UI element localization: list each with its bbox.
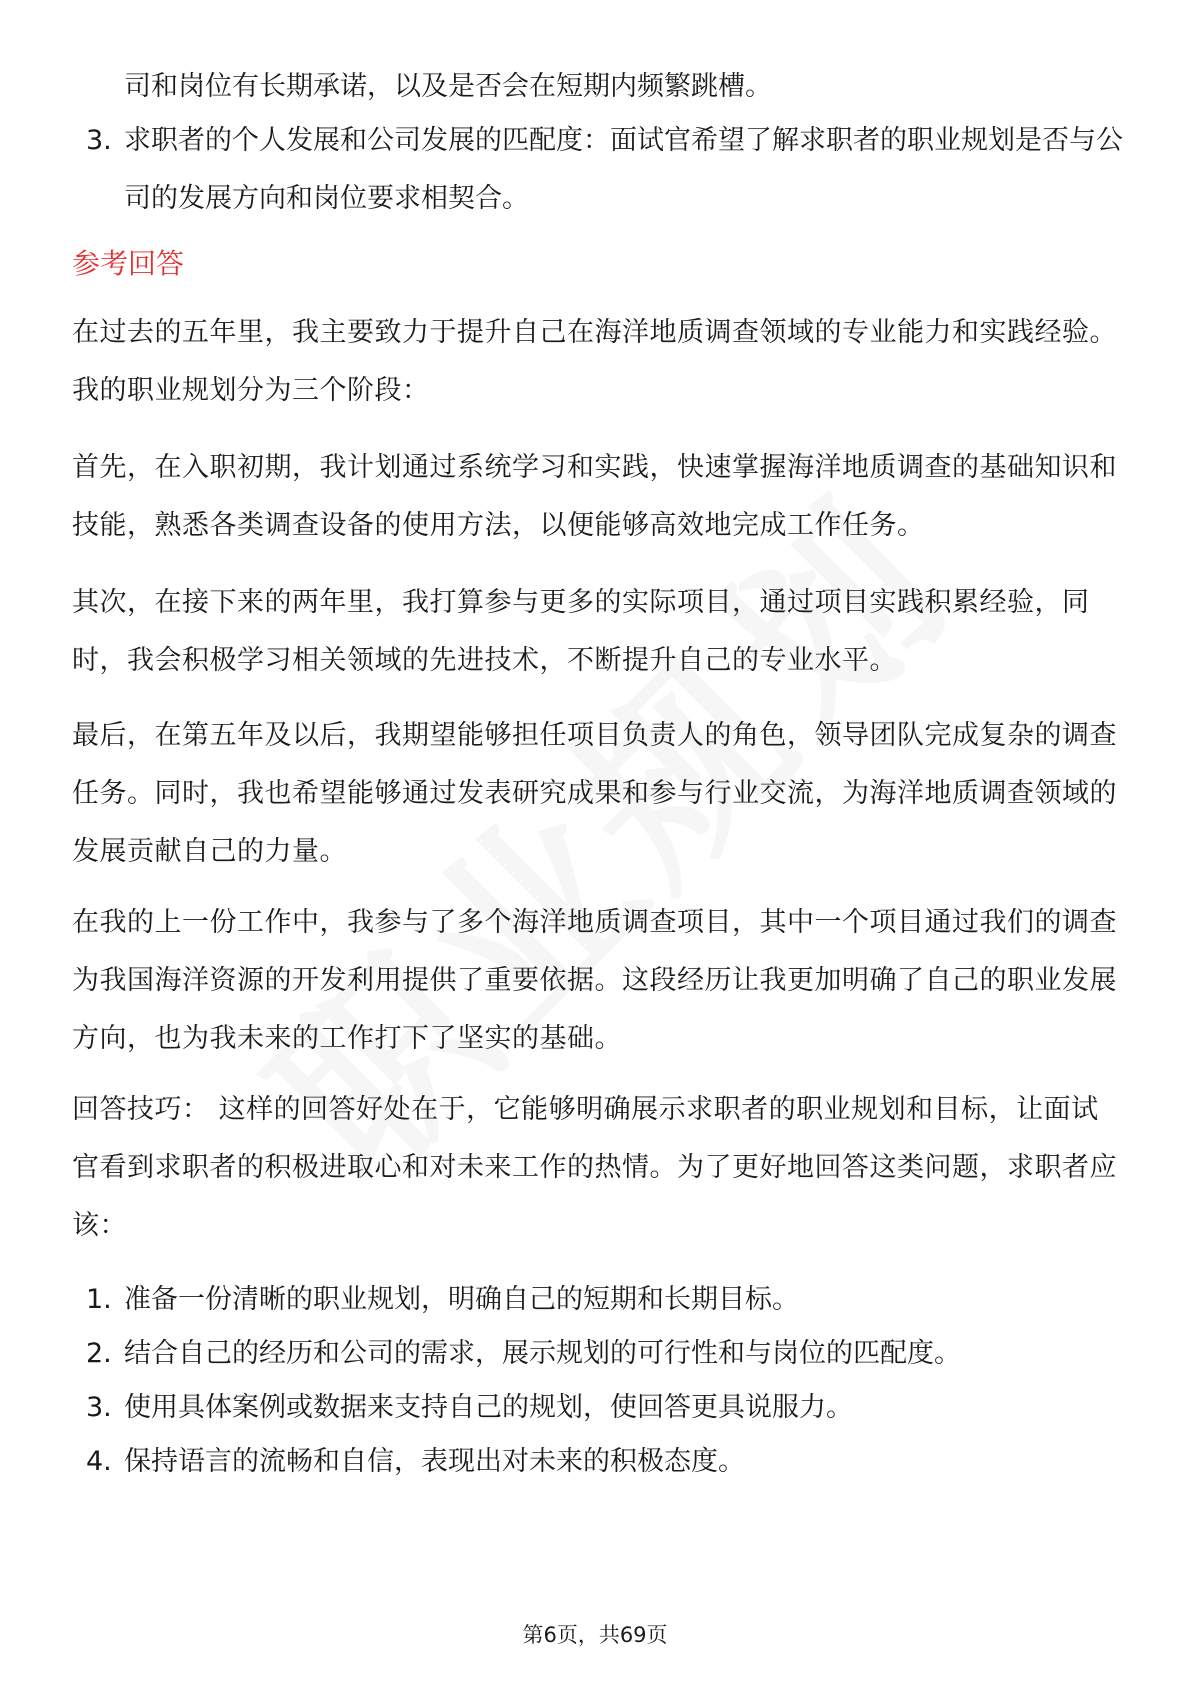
list-number: 1. bbox=[86, 1284, 112, 1315]
section-heading: 参考回答 bbox=[72, 247, 185, 280]
list-text: 使用具体案例或数据来支持自己的规划，使回答更具说服力。 bbox=[124, 1392, 853, 1423]
paragraph: 在我的上一份工作中，我参与了多个海洋地质调查项目，其中一个项目通过我们的调查为我国海洋资源的开发利用提供了重要依据。这段经历让我更加明确了自己的职业发展方向，也为我未来的工作打下了坚实的基础。 bbox=[72, 907, 1117, 1054]
list-number: 4. bbox=[86, 1446, 112, 1477]
list-text: 准备一份清晰的职业规划，明确自己的短期和长期目标。 bbox=[124, 1284, 799, 1315]
paragraph: 其次，在接下来的两年里，我打算参与更多的实际项目，通过项目实践积累经验，同时，我会积极学习相关领域的先进技术，不断提升自己的专业水平。 bbox=[72, 587, 1090, 676]
list-text: 求职者的个人发展和公司发展的匹配度：面试官希望了解求职者的职业规划是否与公司的发展方向和岗位要求相契合。 bbox=[124, 125, 1123, 214]
paragraph: 在过去的五年里，我主要致力于提升自己在海洋地质调查领域的专业能力和实践经验。我的职业规划分为三个阶段： bbox=[72, 317, 1117, 406]
tip-item bbox=[86, 1433, 1126, 1491]
paragraph: 首先，在入职初期，我计划通过系统学习和实践，快速掌握海洋地质调查的基础知识和技能，熟悉各类调查设备的使用方法，以便能够高效地完成工作任务。 bbox=[72, 452, 1117, 541]
list-text: 结合自己的经历和公司的需求，展示规划的可行性和与岗位的匹配度。 bbox=[124, 1338, 961, 1369]
tip-item bbox=[86, 1379, 1126, 1437]
paragraph: 最后，在第五年及以后，我期望能够担任项目负责人的角色，领导团队完成复杂的调查任务。同时，我也希望能够通过发表研究成果和参与行业交流，为海洋地质调查领域的发展贡献自己的力量。 bbox=[72, 720, 1117, 867]
tip-item bbox=[86, 1325, 1126, 1383]
list-item-continuation: 司和岗位有长期承诺，以及是否会在短期内频繁跳槽。 bbox=[124, 71, 772, 102]
list-number: 3. bbox=[86, 125, 112, 156]
list-number: 2. bbox=[86, 1338, 112, 1369]
tip-item bbox=[86, 1271, 1126, 1329]
paragraph: 回答技巧： 这样的回答好处在于，它能够明确展示求职者的职业规划和目标，让面试官看到求职者的积极进取心和对未来工作的热情。为了更好地回答这类问题，求职者应该： bbox=[72, 1094, 1117, 1241]
list-text: 保持语言的流畅和自信，表现出对未来的积极态度。 bbox=[124, 1446, 745, 1477]
page-number: 第6页，共69页 bbox=[522, 1623, 668, 1647]
list-number: 3. bbox=[86, 1392, 112, 1423]
list-item bbox=[86, 112, 1126, 228]
